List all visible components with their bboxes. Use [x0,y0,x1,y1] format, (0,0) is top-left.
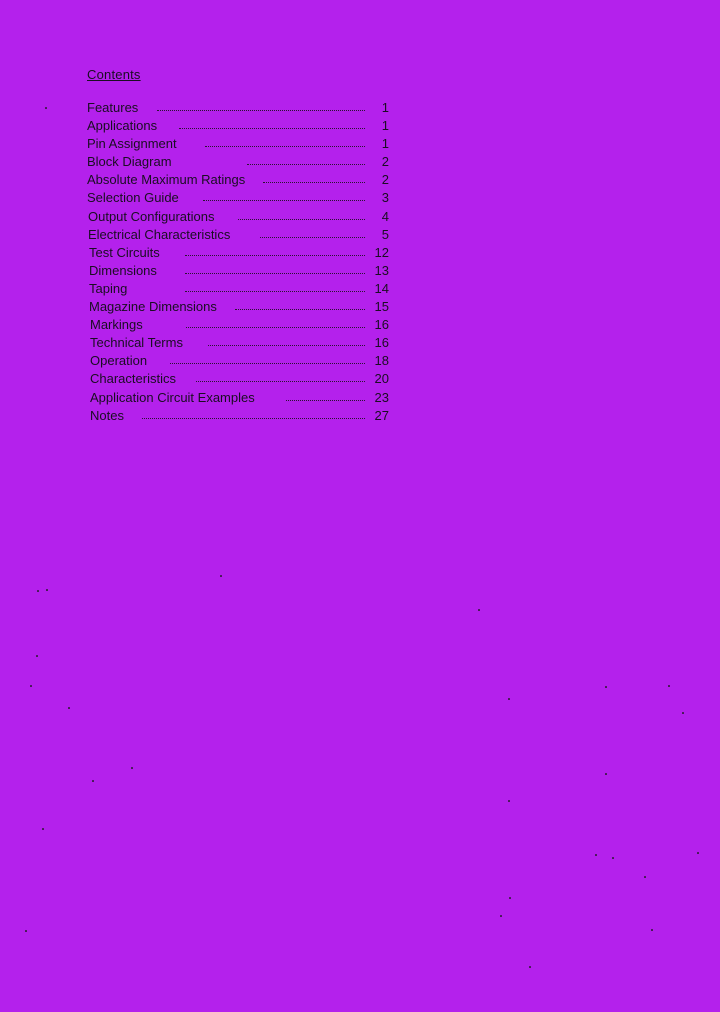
toc-entry-page-number: 1 [381,118,389,134]
toc-entry-title: Selection Guide [87,190,179,206]
toc-entry-title: Application Circuit Examples [90,389,255,405]
toc-dot-leader [179,126,365,129]
scan-speck [529,966,531,968]
toc-entry-page-number: 14 [374,280,389,296]
toc-entry-page-number: 20 [374,371,389,387]
toc-entry [87,117,389,135]
toc-entry-page-number: 2 [381,172,389,188]
toc-dot-leader [260,235,365,238]
scan-speck [42,828,44,830]
toc-entry [87,189,389,207]
toc-entry [89,244,389,262]
toc-entry-title: Dimensions [89,262,157,278]
scan-speck [46,589,48,591]
toc-entry [87,135,389,153]
toc-dot-leader [185,253,365,256]
toc-dot-leader [196,379,365,382]
toc-entry-page-number: 4 [381,208,389,224]
toc-entry-page-number: 16 [374,317,389,333]
toc-entry-title: Pin Assignment [87,136,177,152]
scan-speck [508,800,510,802]
toc-dot-leader [238,217,365,220]
scan-speck [595,854,597,856]
toc-dot-leader [263,180,365,183]
toc-entry-title: Technical Terms [90,335,183,351]
toc-entry-page-number: 5 [381,226,389,242]
toc-dot-leader [157,108,365,111]
scan-speck [25,930,27,932]
toc-dot-leader [203,198,365,201]
scan-speck [131,767,133,769]
toc-entry-title: Electrical Characteristics [88,226,231,242]
toc-entry-page-number: 27 [374,407,389,423]
toc-entry [90,334,389,352]
toc-entry-title: Block Diagram [87,154,172,170]
toc-dot-leader [208,343,365,346]
toc-entry-page-number: 15 [374,299,389,315]
table-of-contents [87,99,389,425]
toc-entry [90,370,389,388]
toc-entry-page-number: 23 [374,389,389,405]
toc-entry-title: Taping [89,280,128,296]
scan-speck [500,915,502,917]
toc-entry-page-number: 13 [374,262,389,278]
toc-entry-page-number: 16 [374,335,389,351]
scan-speck [605,686,607,688]
toc-dot-leader [235,307,365,310]
toc-entry [89,298,389,316]
scan-speck [644,876,646,878]
toc-dot-leader [185,271,365,274]
toc-dot-leader [186,325,365,328]
scan-speck [682,712,684,714]
toc-entry-title: Test Circuits [89,244,160,260]
scan-speck [651,929,653,931]
scan-speck [30,685,32,687]
toc-entry-title: Absolute Maximum Ratings [87,172,246,188]
toc-entry-title: Markings [90,317,143,333]
toc-entry-title: Magazine Dimensions [89,299,217,315]
scan-speck [68,707,70,709]
scan-speck [37,590,39,592]
toc-entry [87,171,389,189]
toc-entry [87,153,389,171]
toc-entry [90,389,389,407]
contents-heading: Contents [87,67,141,82]
toc-dot-leader [142,416,365,419]
scan-speck [92,780,94,782]
toc-entry-title: Characteristics [90,371,176,387]
scan-speck [36,655,38,657]
scan-speck [478,609,480,611]
toc-entry-title: Features [87,100,139,115]
toc-dot-leader [247,162,365,165]
toc-entry-page-number: 3 [381,190,389,206]
toc-entry-title: Output Configurations [88,208,215,224]
toc-entry [89,262,389,280]
toc-entry [90,316,389,334]
scan-speck [612,857,614,859]
toc-dot-leader [286,398,365,401]
scan-speck [697,852,699,854]
scan-speck [605,773,607,775]
toc-dot-leader [205,144,365,147]
toc-entry [87,99,389,117]
scan-speck [509,897,511,899]
scan-speck [45,107,47,109]
toc-entry-page-number: 1 [381,136,389,152]
toc-dot-leader [185,289,365,292]
toc-entry-page-number: 12 [374,244,389,260]
scan-speck [668,685,670,687]
toc-entry [88,226,389,244]
toc-entry-page-number: 2 [381,154,389,170]
toc-entry [90,407,389,425]
toc-dot-leader [170,361,365,364]
toc-entry-page-number: 1 [381,100,389,115]
toc-entry-title: Applications [87,118,158,134]
toc-entry-page-number: 18 [374,353,389,369]
scan-speck [220,575,222,577]
toc-entry [89,280,389,298]
toc-entry-title: Operation [90,353,148,369]
toc-entry [88,208,389,226]
scan-speck [508,698,510,700]
toc-entry [90,352,389,370]
toc-entry-title: Notes [90,407,124,423]
